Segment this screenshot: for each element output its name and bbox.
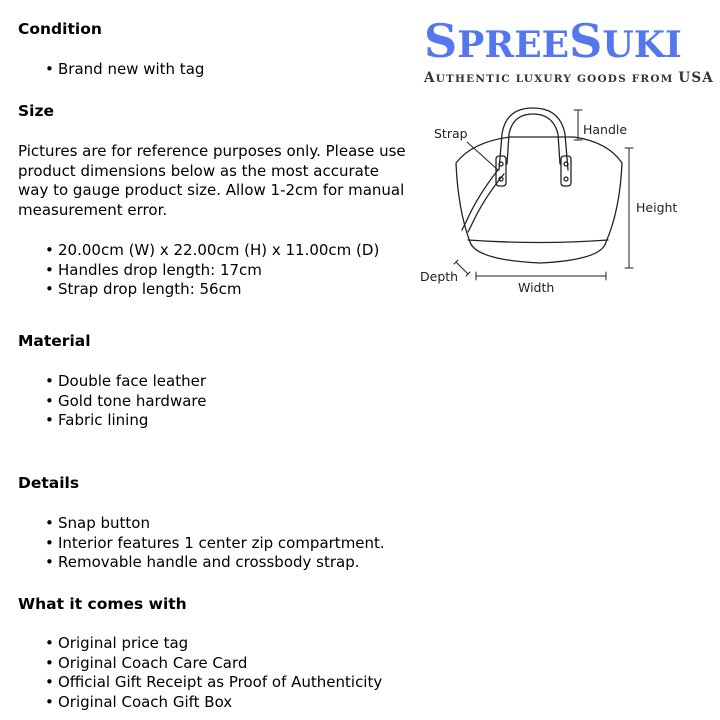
height-label: Height [636, 200, 678, 215]
logo-letter: S [424, 14, 458, 68]
details-heading: Details [18, 474, 80, 492]
logo-letters: PREE [457, 24, 570, 66]
list-item: • Handles drop length: 17cm [40, 261, 379, 281]
material-list [40, 372, 206, 431]
logo-letters: UKI [602, 24, 682, 66]
bag-body [456, 137, 622, 263]
logo-sub-letter: A [424, 70, 436, 86]
size-paragraph: Pictures are for reference purposes only. Please use product dimensions below as the most accurate way to gauge product size. Allow 1-2cm for manual measurement error. [18, 142, 406, 219]
comes-with-heading: What it comes with [18, 595, 187, 613]
bag-bottom [468, 240, 608, 243]
list-item: • Snap button [40, 514, 385, 534]
handle-dimension [574, 110, 582, 140]
logo-title [424, 14, 716, 72]
strap-leader [467, 142, 498, 170]
list-item: • Strap drop length: 56cm [40, 280, 379, 300]
list-item: • Original Coach Gift Box [40, 693, 382, 713]
list-item: • Brand new with tag [40, 60, 204, 80]
material-heading: Material [18, 332, 91, 350]
logo-sub-letters: UTHENTIC LUXURY GOODS FROM [435, 73, 679, 85]
comes-with-list [40, 634, 382, 712]
condition-heading: Condition [18, 20, 102, 38]
bag-handle-inner [507, 114, 560, 164]
clip-rivet [564, 177, 568, 181]
spreesuki-logo [424, 14, 716, 87]
bag-strap [462, 170, 504, 232]
depth-label: Depth [420, 269, 459, 284]
strap-label: Strap [434, 126, 468, 141]
width-label: Width [518, 280, 555, 295]
list-item: • Original Coach Care Card [40, 654, 382, 674]
bag-handle [499, 108, 568, 170]
list-item: • Fabric lining [40, 411, 206, 431]
logo-sub-letters: USA [678, 70, 714, 86]
handle-label: Handle [583, 122, 628, 137]
condition-list [40, 60, 204, 80]
list-item: • Removable handle and crossbody strap. [40, 553, 385, 573]
width-dimension [476, 272, 606, 280]
list-item: • Official Gift Receipt as Proof of Authenticity [40, 673, 382, 693]
logo-letter: S [569, 14, 603, 68]
size-list [40, 241, 379, 300]
height-dimension [625, 148, 633, 268]
logo-subtitle [424, 70, 716, 87]
list-item: • Gold tone hardware [40, 392, 206, 412]
details-list [40, 514, 385, 573]
list-item: • Double face leather [40, 372, 206, 392]
list-item: • Original price tag [40, 634, 382, 654]
clip-rivet [499, 162, 503, 166]
clip-rivet [564, 162, 568, 166]
list-item: • Interior features 1 center zip compartment. [40, 534, 385, 554]
bag-dimension-diagram [410, 100, 710, 300]
size-heading: Size [18, 102, 55, 120]
list-item: • 20.00cm (W) x 22.00cm (H) x 11.00cm (D) [40, 241, 379, 261]
